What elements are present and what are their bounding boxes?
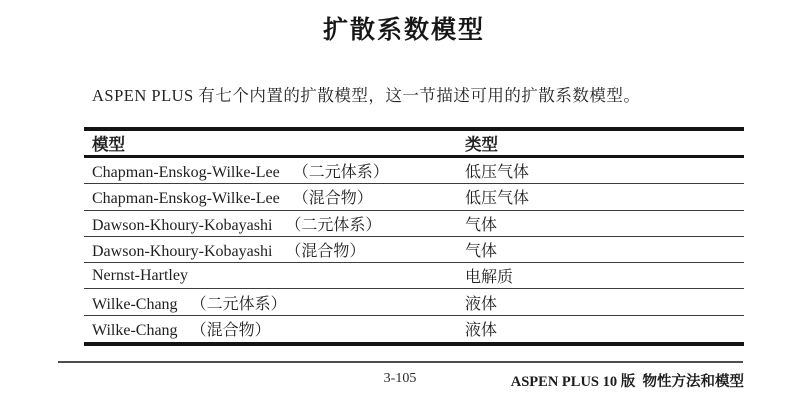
model-cell xyxy=(84,185,457,208)
column-header-model: 模型 xyxy=(92,135,125,154)
table-row xyxy=(84,263,744,289)
model-variant: （混合物） xyxy=(190,322,271,340)
model-variant: （二元体系） xyxy=(190,295,287,313)
model-name: Nernst-Hartley xyxy=(92,266,188,284)
intro-paragraph: ASPEN PLUS 有七个内置的扩散模型，这一节描述可用的扩散系数模型。 xyxy=(92,86,641,105)
model-name: Dawson-Khoury-Kobayashi xyxy=(92,216,273,234)
type-cell: 气体 xyxy=(465,216,498,234)
model-cell xyxy=(84,159,457,182)
model-cell xyxy=(84,267,457,285)
page-title: 扩散系数模型 xyxy=(322,16,485,44)
model-cell xyxy=(84,212,457,235)
model-variant: （二元体系） xyxy=(292,164,389,182)
column-header-type: 类型 xyxy=(465,135,498,154)
model-name: Wilke-Chang xyxy=(92,322,178,340)
type-cell: 液体 xyxy=(465,295,498,313)
table-row xyxy=(84,289,744,315)
footer-divider xyxy=(58,361,743,363)
type-cell: 低压气体 xyxy=(465,190,530,208)
table-row xyxy=(84,184,744,210)
model-cell xyxy=(84,238,457,261)
type-cell: 低压气体 xyxy=(465,164,530,182)
model-cell xyxy=(84,291,457,314)
type-cell: 气体 xyxy=(465,243,498,261)
table-header-row xyxy=(84,131,744,158)
model-name: Chapman-Enskog-Wilke-Lee xyxy=(92,164,280,182)
type-cell: 液体 xyxy=(465,322,498,340)
table-row xyxy=(84,211,744,237)
footer-doc-title: ASPEN PLUS 10 版 物性方法和模型 xyxy=(510,374,744,390)
type-cell: 电解质 xyxy=(465,269,514,287)
table-row xyxy=(84,237,744,263)
model-cell xyxy=(84,317,457,340)
table-row xyxy=(84,316,744,342)
model-variant: （混合物） xyxy=(292,190,373,208)
model-variant: （二元体系） xyxy=(285,216,382,234)
model-name: Chapman-Enskog-Wilke-Lee xyxy=(92,190,280,208)
table-row xyxy=(84,158,744,184)
model-name: Wilke-Chang xyxy=(92,295,178,313)
diffusion-models-table xyxy=(84,127,744,346)
model-name: Dawson-Khoury-Kobayashi xyxy=(92,243,273,261)
page-number: 3-105 xyxy=(383,371,417,386)
model-variant: （混合物） xyxy=(285,243,366,261)
